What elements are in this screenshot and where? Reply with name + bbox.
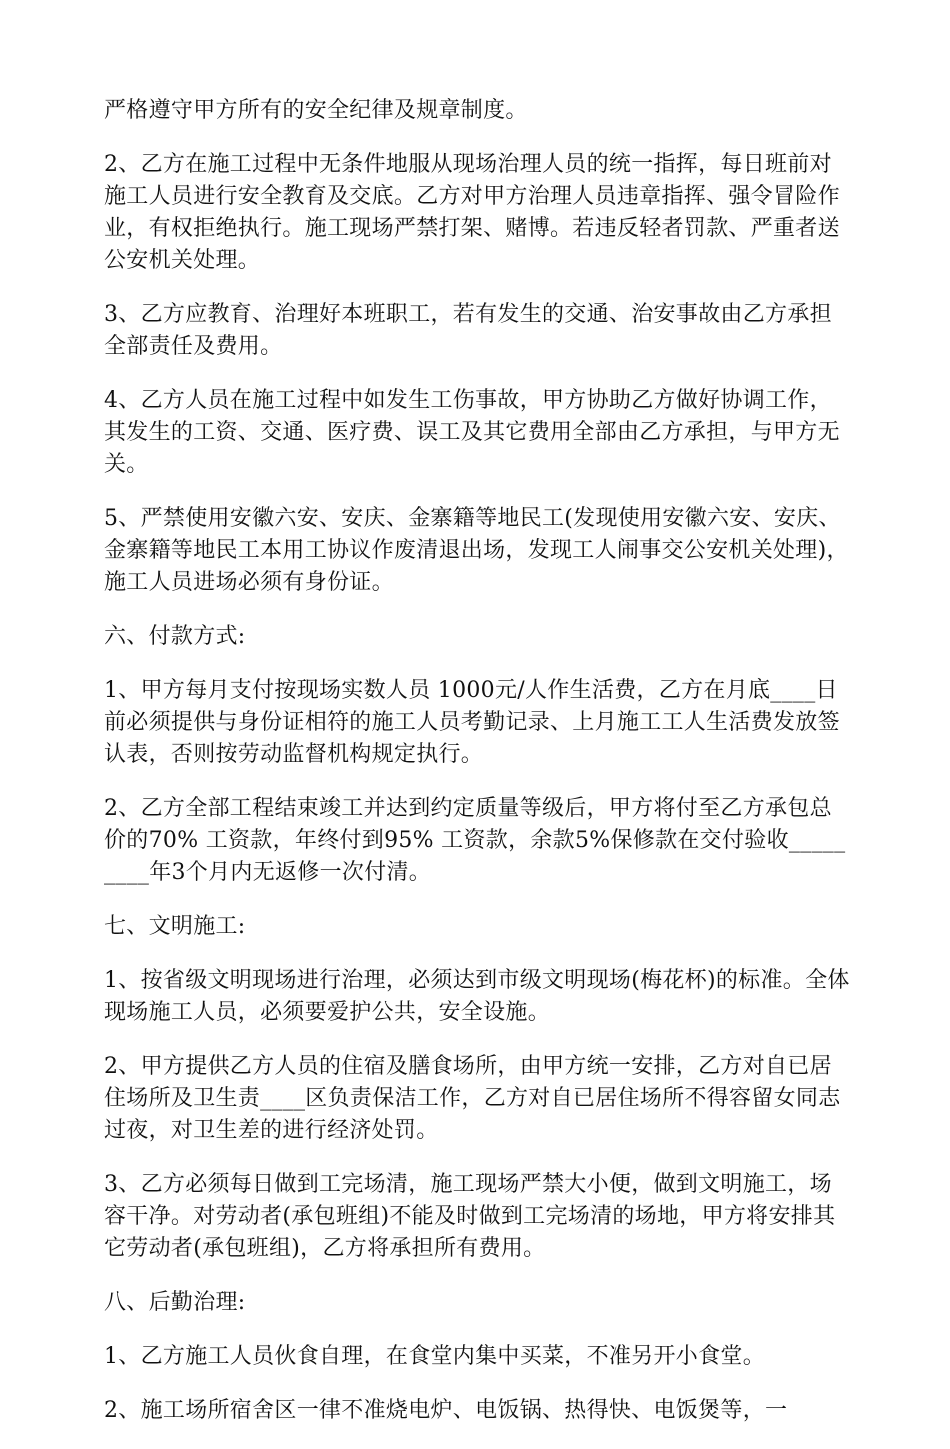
paragraph-payment-1: 1、甲方每月支付按现场实数人员 1000元/人作生活费，乙方在月底____日前必须提供与身份证相符的施工人员考勤记录、上月施工工人生活费发放签认表，否则按劳动监督机构规定执行。 (104, 678, 840, 767)
section-heading-logistics: 八、后勤治理: (104, 1290, 246, 1315)
paragraph-clause-3-education: 3、乙方应教育、治理好本班职工，若有发生的交通、治安事故由乙方承担全部责任及费用。 (104, 302, 832, 359)
paragraph-payment-2: 2、乙方全部工程结束竣工并达到约定质量等级后，甲方将付至乙方承包总价的70% 工资款，年终付到95% 工资款，余款5%保修款在交付验收_________年3个月内无返修一次付清。 (104, 796, 846, 885)
paragraph-logistics-1: 1、乙方施工人员伙食自理，在食堂内集中买菜，不准另开小食堂。 (104, 1344, 765, 1369)
paragraph-clause-2-command: 2、乙方在施工过程中无条件地服从现场治理人员的统一指挥，每日班前对施工人员进行安全教育及交底。乙方对甲方治理人员违章指挥、强令冒险作业，有权拒绝执行。施工现场严禁打架、赌博。若违反轻者罚款、严重者送公安机关处理。 (104, 152, 840, 273)
paragraph-clause-5-workers: 5、严禁使用安徽六安、安庆、金寨籍等地民工(发现使用安徽六安、安庆、金寨籍等地民工本用工协议作废清退出场，发现工人闹事交公安机关处理)，施工人员进场必须有身份证。 (104, 506, 849, 595)
section-heading-payment: 六、付款方式: (104, 624, 246, 649)
section-heading-civilized-construction: 七、文明施工: (104, 914, 246, 939)
paragraph-civilized-3: 3、乙方必须每日做到工完场清，施工现场严禁大小便，做到文明施工，场容干净。对劳动者(承包班组)不能及时做到工完场清的场地，甲方将安排其它劳动者(承包班组)，乙方将承担所有费用。 (104, 1172, 836, 1261)
document-body (104, 95, 850, 1449)
paragraph-clause-4-injury: 4、乙方人员在施工过程中如发生工伤事故，甲方协助乙方做好协调工作，其发生的工资、交通、医疗费、误工及其它费用全部由乙方承担，与甲方无关。 (104, 388, 840, 477)
paragraph-logistics-2: 2、施工场所宿舍区一律不准烧电炉、电饭锅、热得快、电饭煲等，一 (104, 1398, 788, 1423)
paragraph-civilized-2: 2、甲方提供乙方人员的住宿及膳食场所，由甲方统一安排，乙方对自已居住场所及卫生责____区负责保洁工作，乙方对自已居住场所不得容留女同志过夜，对卫生差的进行经济处罚。 (104, 1054, 841, 1143)
paragraph-safety-rules: 严格遵守甲方所有的安全纪律及规章制度。 (104, 98, 528, 123)
paragraph-civilized-1: 1、按省级文明现场进行治理，必须达到市级文明现场(梅花杯)的标准。全体现场施工人员，必须要爱护公共，安全设施。 (104, 968, 850, 1025)
